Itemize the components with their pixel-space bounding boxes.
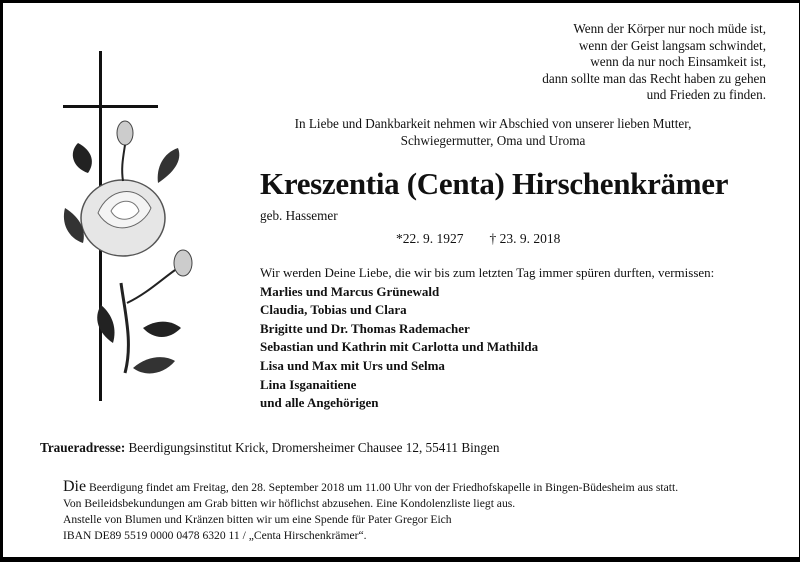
- poem-line: und Frieden zu finden.: [646, 87, 766, 102]
- mourners-block: [260, 264, 714, 413]
- poem-line: dann sollte man das Recht haben zu gehen: [542, 70, 766, 86]
- mourner-family: Marlies und Marcus Grünewald: [260, 283, 440, 299]
- mourner-family: Claudia, Tobias und Clara: [260, 302, 407, 318]
- mourner-family: Brigitte und Dr. Thomas Rademacher: [260, 320, 470, 336]
- mourner-family: Lina Isganaitiene: [260, 376, 357, 392]
- intro-line: Schwiegermutter, Oma und Uroma: [400, 132, 586, 148]
- death-date: † 23. 9. 2018: [489, 231, 561, 246]
- born-name: geb. Hassemer: [260, 208, 338, 223]
- mourner-family: Lisa und Max mit Urs und Selma: [260, 357, 445, 373]
- life-dates: [396, 231, 586, 247]
- obituary-page: [3, 3, 799, 557]
- mourning-address: [40, 440, 499, 456]
- address-label: Traueradresse:: [40, 440, 126, 455]
- address-value: Beerdigungsinstitut Krick, Dromersheimer Chausee 12, 55411 Bingen: [128, 440, 500, 455]
- birth-date: *22. 9. 1927: [396, 231, 464, 246]
- intro-text: [233, 116, 753, 149]
- funeral-info: [63, 479, 678, 544]
- intro-line: In Liebe und Dankbarkeit nehmen wir Abschied von unserer lieben Mutter,: [294, 116, 692, 131]
- funeral-line: Beerdigung findet am Freitag, den 28. September 2018 um 11.00 Uhr von der Friedhofskapelle in Bingen-Büdesheim aus statt.: [89, 481, 679, 494]
- rose-icon: [64, 121, 192, 373]
- poem: [542, 21, 766, 104]
- cross-and-rose-image: [53, 43, 203, 403]
- mourner-family: Sebastian und Kathrin mit Carlotta und Mathilda: [260, 339, 539, 355]
- iban-line: IBAN DE89 5519 0000 0478 6320 11 / „Centa Hirschenkrämer“.: [63, 529, 367, 542]
- condolence-line: Von Beileidsbekundungen am Grab bitten wir höflichst abzusehen. Eine Kondolenzliste liegt aus.: [63, 497, 516, 510]
- funeral-first-word: Die: [63, 478, 87, 495]
- mourner-family: und alle Angehörigen: [260, 395, 379, 411]
- poem-line: wenn da nur noch Einsamkeit ist,: [590, 54, 766, 69]
- poem-line: Wenn der Körper nur noch müde ist,: [573, 21, 766, 36]
- donation-line: Anstelle von Blumen und Kränzen bitten wir um eine Spende für Pater Gregor Eich: [63, 513, 452, 526]
- mourners-lead: Wir werden Deine Liebe, die wir bis zum letzten Tag immer spüren durften, vermissen:: [260, 265, 715, 280]
- poem-line: wenn der Geist langsam schwindet,: [578, 37, 766, 53]
- deceased-name: Kreszentia (Centa) Hirschenkrämer: [260, 166, 729, 201]
